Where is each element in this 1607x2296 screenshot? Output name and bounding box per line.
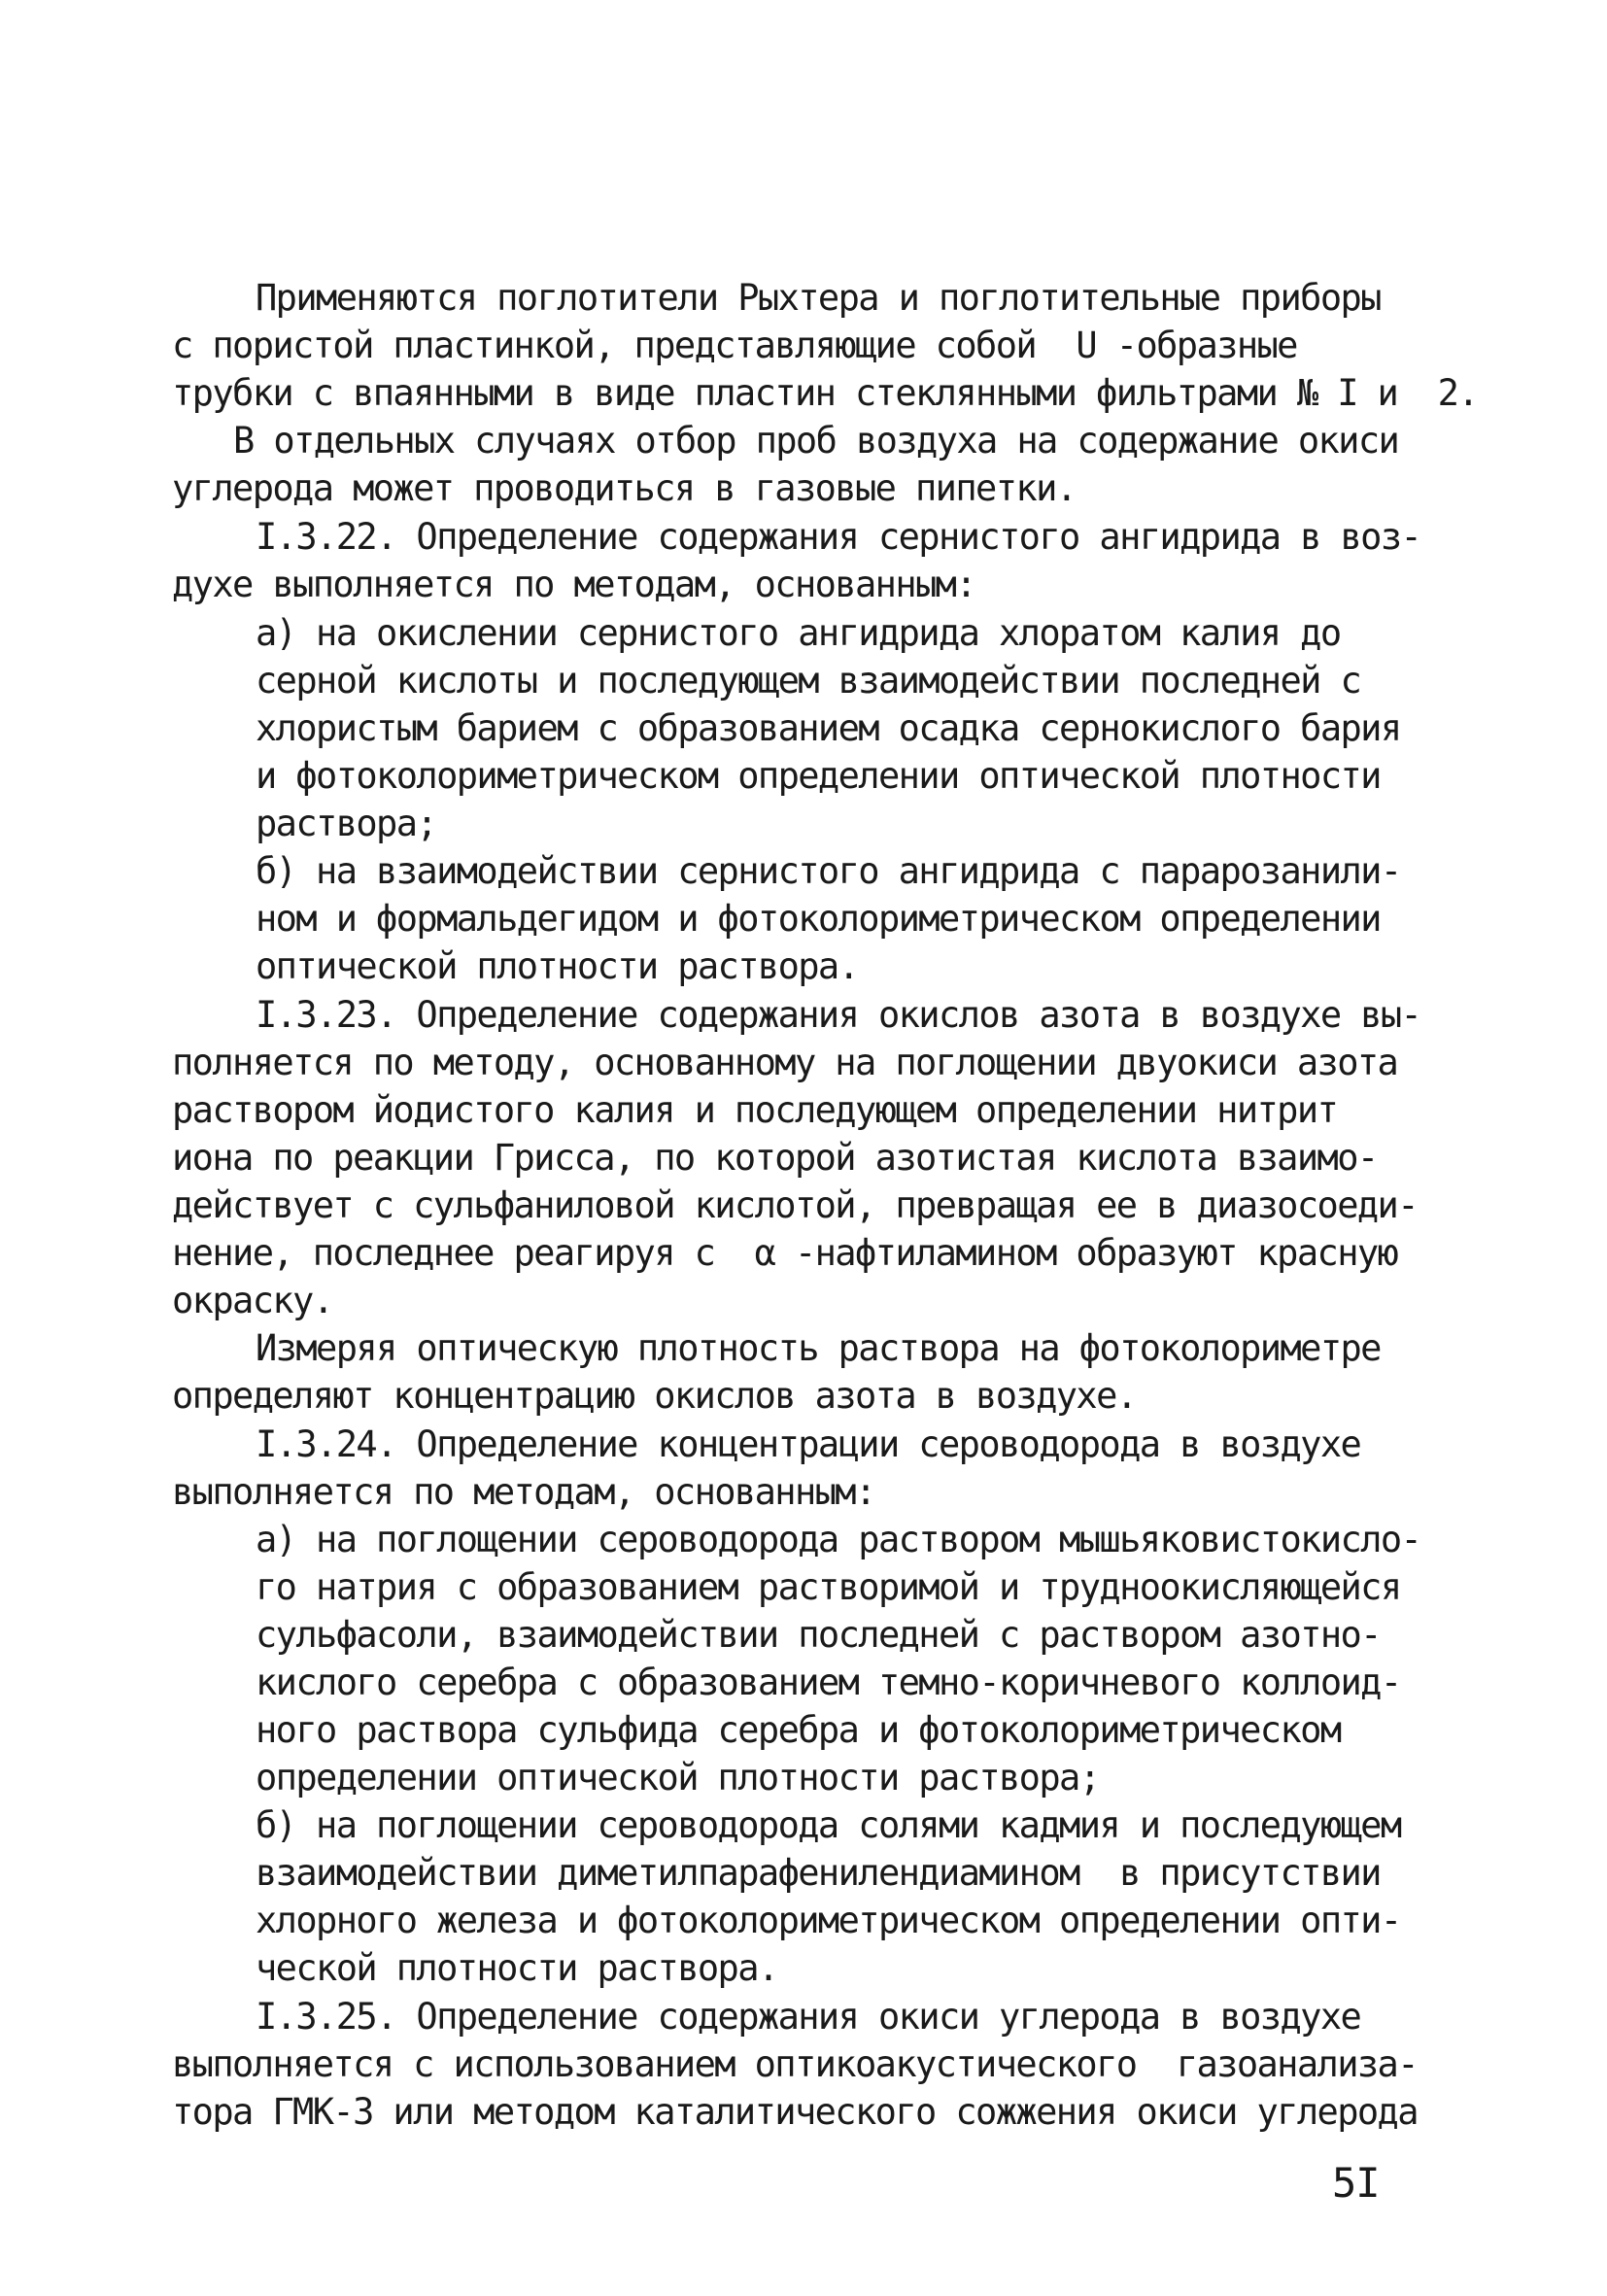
text-line: тора ГМК-3 или методом каталитического сожжения окиси углерода — [172, 2091, 1418, 2133]
text-line: определяют концентрацию окислов азота в воздухе. — [172, 1375, 1137, 1417]
text-line: углерода может проводиться в газовые пипетки. — [172, 467, 1077, 509]
list-item-b: б) на поглощении сероводорода солями кадмия и последующем — [256, 1804, 1401, 1846]
text-line: выполняется с использованием оптикоакустического газоанализа- — [172, 2043, 1418, 2085]
text-line: Измеряя оптическую плотность раствора на фотоколориметре — [256, 1327, 1381, 1369]
text-line: иона по реакции Грисса, по которой азотистая кислота взаимо- — [172, 1137, 1378, 1179]
text-line: нение, последнее реагируя с α -нафтиламином образуют красную — [172, 1232, 1398, 1274]
page-number: 5I — [1332, 2159, 1380, 2207]
text-line: В отдельных случаях отбор проб воздуха на содержание окиси — [233, 420, 1399, 462]
section-1-3-22-heading: I.3.22. Определение содержания сернистого ангидрида в воз- — [256, 516, 1421, 558]
text-line: кислого серебра с образованием темно-коричневого коллоид- — [256, 1662, 1401, 1703]
text-line: с пористой пластинкой, представляющие собой U -образные — [172, 325, 1297, 366]
section-1-3-24-heading: I.3.24. Определение концентрации сероводорода в воздухе — [256, 1423, 1361, 1465]
text-line: полняется по методу, основанному на поглощении двуокиси азота — [172, 1042, 1398, 1083]
list-item-b: б) на взаимодействии сернистого ангидрида с парарозанили- — [256, 850, 1401, 892]
text-line: раствора; — [256, 803, 437, 844]
text-line: действует с сульфаниловой кислотой, превращая ее в диазосоеди- — [172, 1184, 1418, 1226]
text-line: сульфасоли, взаимодействии последней с раствором азотно- — [256, 1614, 1381, 1656]
section-1-3-23-heading: I.3.23. Определение содержания окислов азота в воздухе вы- — [256, 994, 1421, 1036]
list-item-a: а) на поглощении сероводорода раствором мышьяковистокисло- — [256, 1519, 1421, 1560]
text-line: го натрия с образованием растворимой и трудноокисляющейся — [256, 1566, 1401, 1608]
text-line: и фотоколориметрическом определении оптической плотности — [256, 755, 1381, 797]
text-line: трубки с впаянными в виде пластин стеклянными фильтрами № I и 2. — [172, 372, 1478, 414]
text-line: ном и формальдегидом и фотоколориметрическом определении — [256, 898, 1381, 940]
text-line: духе выполняется по методам, основанным: — [172, 564, 976, 605]
text-line: взаимодействии диметилпарафенилендиамином в присутствии — [256, 1852, 1381, 1894]
list-item-a: а) на окислении сернистого ангидрида хлоратом калия до — [256, 612, 1341, 654]
text-line: выполняется по методам, основанным: — [172, 1471, 875, 1513]
text-line: ческой плотности раствора. — [256, 1947, 778, 1989]
text-line: ного раствора сульфида серебра и фотоколориметрическом — [256, 1709, 1341, 1751]
section-1-3-25-heading: I.3.25. Определение содержания окиси углерода в воздухе — [256, 1996, 1361, 2038]
text-line: окраску. — [172, 1280, 333, 1321]
text-line: хлористым барием с образованием осадка сернокислого бария — [256, 707, 1401, 749]
text-line: хлорного железа и фотоколориметрическом определении опти- — [256, 1900, 1401, 1941]
text-line: серной кислоты и последующем взаимодействии последней с — [256, 660, 1361, 702]
text-line: Применяются поглотители Рыхтера и поглотительные приборы — [256, 277, 1381, 319]
text-line: определении оптической плотности раствора; — [256, 1757, 1100, 1799]
text-line: раствором йодистого калия и последующем определении нитрит — [172, 1089, 1338, 1131]
text-line: оптической плотности раствора. — [256, 945, 859, 987]
